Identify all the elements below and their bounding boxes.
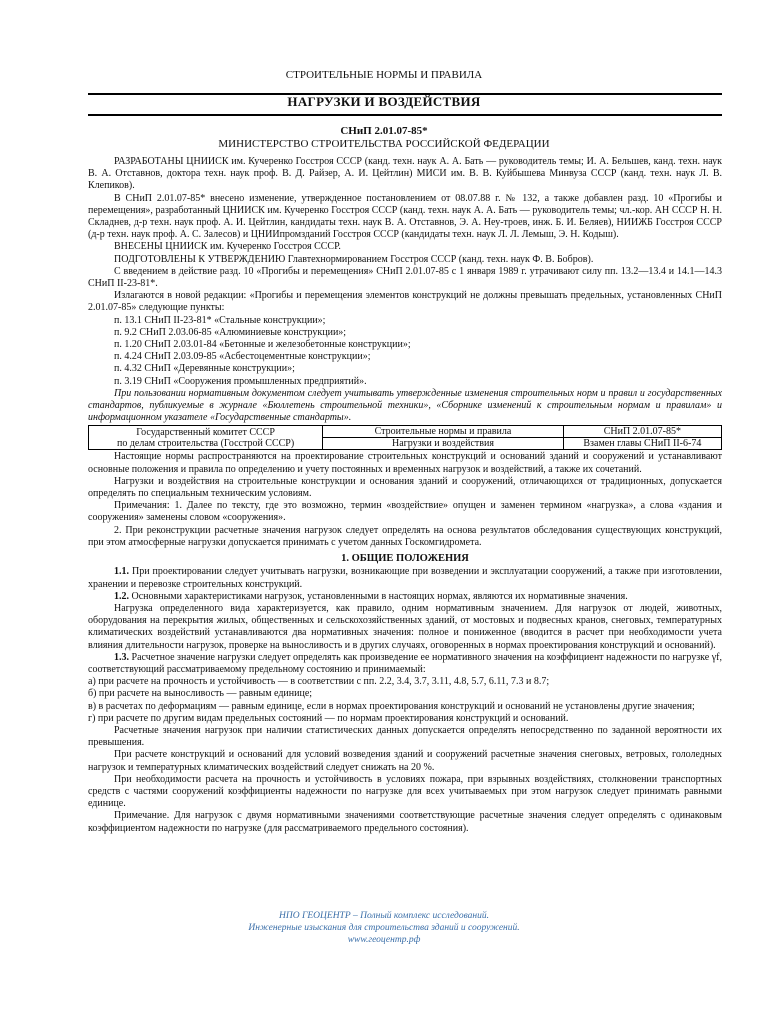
clause-1-3 [88,652,722,676]
clause-number: 1.2. [114,590,129,602]
clause-text: Основными характеристиками нагрузок, установленными в настоящих нормах, являются их нормативные значения. [129,590,628,602]
replaces-cell: Взамен главы СНиП II-6-74 [563,438,721,450]
note-2: 2. При реконструкции расчетные значения нагрузок следует определять на основа результатов обследования существующих конструкций, при этом атмосферные нагрузки допускается принимать с учетом данных Госкомгидромета. [88,524,722,548]
amendment-note: В СНиП 2.01.07-85* внесено изменение, утвержденное постановлением от 08.07.88 г. № 132, а также добавлен разд. 10 «Прогибы и перемещения», разработанный ЦНИИСК им. Кучеренко Госстроя СССР (канд. техн. наук А. А. Бать — руководитель темы; чл.-кор. АН СССР Н. Н. Складнев, д-р техн. наук проф. А. И. Цейтлин, кандидаты техн. наук В. А. Отставнов, Э. А. Неу-троев, инж. Б. И. Беляев), НИИЖБ Госстроя СССР (д-р техн. наук проф. А. С. Залесов) и ЦНИИпромзданий Госстроя СССР (кандидаты техн. наук Л. Л. Лемыш, Э. Н. Кодыш). [88,192,722,241]
fire-conditions-paragraph: При необходимости расчета на прочность и устойчивость в условиях пожара, при взрывных воздействиях, столкновении транспортных средств с частями сооружений коэффициенты надежности по нагрузке для всех учитываемых при этом нагрузок следует принимать равными единице. [88,773,722,810]
effective-note: С введением в действие разд. 10 «Прогибы и перемещения» СНиП 2.01.07-85 с 1 января 1989 г. утрачивают силу пп. 13.2—13.4 и 14.1—14.3 СНиП II-23-81*. [88,265,722,290]
clause-number: 1.1. [114,566,129,578]
ministry-name: МИНИСТЕРСТВО СТРОИТЕЛЬСТВА РОССИЙСКОЙ ФЕДЕРАЦИИ [218,138,550,150]
introduced-by: ВНЕСЕНЫ ЦНИИСК им. Кучеренко Госстроя СССР. [114,241,341,253]
section-title: 1. ОБЩИЕ ПОЛОЖЕНИЯ [341,553,469,565]
clause-text: При проектировании следует учитывать нагрузки, возникающие при возведении и эксплуатации сооружений, а также при изготовлении, хранении и перевозке строительных конструкций. [88,566,722,590]
document-body [88,156,722,835]
clause-1-3-g: г) при расчете по другим видам предельных состояний — по нормам проектирования конструкций и оснований. [88,712,569,724]
doc-name-cell: Нагрузки и воздействия [323,438,564,450]
norms-heading: СТРОИТЕЛЬНЫЕ НОРМЫ И ПРАВИЛА [285,69,483,81]
footer-company: НПО ГЕОЦЕНТР – Полный комплекс исследований. [279,911,489,921]
new-edition-note: Излагаются в новой редакции: «Прогибы и перемещения элементов конструкций не должны превышать предельных, установленных СНиП 2.01.07-85» следующие пункты: [88,290,722,314]
clause-1-2 [88,591,722,603]
clause-1-3-b: б) при расчете на выносливость — равным единице; [88,688,313,700]
clause-text: Расчетное значение нагрузки следует определять как произведение ее нормативного значения на коэффициент надежности по нагрузке γf, соответствующий рассматриваемому предельному состоянию и принимаемый: [88,651,722,675]
scope-paragraph: Настоящие нормы распространяются на проектирование строительных конструкций и оснований зданий и сооружений и устанавливают основные положения и правила по определению и учету постоянных и временных нагрузок и воздействий, а также их сочетаний. [88,451,722,475]
statistical-values-paragraph: Расчетные значения нагрузок при наличии статистических данных допускается определять непосредственно по заданной вероятности их превышения. [88,724,722,749]
list-item: п. 1.20 СНиП 2.03.01-84 «Бетонные и железобетонные конструкции»; [114,339,411,351]
clause-number: 1.3. [114,651,129,663]
prepared-by: ПОДГОТОВЛЕНЫ К УТВЕРЖДЕНИЮ Главтехнормированием Госстроя СССР (канд. техн. наук Ф. В. Бобров). [114,253,594,265]
section-note: Примечание. Для нагрузок с двумя нормативными значениями соответствующие расчетные значения следует определять с одинаковым коэффициентом надежности по нагрузке (для рассматриваемого предельного состояния). [88,810,722,834]
issuing-body-cell [89,426,323,450]
clause-1-3-v: в) в расчетах по деформациям — равным единице, если в нормах проектирования конструкций и оснований не установлены другие значения; [88,700,695,712]
footer-website-link[interactable]: www.геоцентр.рф [347,935,421,945]
list-item: п. 9.2 СНиП 2.03.06-85 «Алюминиевые конструкции»; [114,326,347,338]
title-divider [88,114,722,116]
document-info-table [88,425,722,450]
construction-conditions-paragraph: При расчете конструкций и оснований для условий возведения зданий и сооружений расчетные значения снеговых, ветровых, гололедных нагрузок и температурных климатических воздействий следует снижать на 20 %. [88,749,722,773]
footer [0,910,768,946]
note-1: Примечания: 1. Далее по тексту, где это возможно, термин «воздействие» опущен и заменен термином «нагрузка», а слова «здания и сооружения» заменены словом «сооружения». [88,500,722,524]
doc-code-cell: СНиП 2.01.07-85* [563,426,721,438]
clause-1-3-a: а) при расчете на прочность и устойчивость — в соответствии с пп. 2.2, 3.4, 3.7, 3.11, 4.8, 5.7, 6.11, 7.3 и 8.7; [88,676,550,688]
footer-services: Инженерные изыскания для строительства зданий и сооружений. [248,923,520,933]
clause-1-2-detail: Нагрузка определенного вида характеризуется, как правило, одним нормативным значением. Для нагрузок от людей, животных, оборудования на перекрытия жилых, общественных и сельскохозяйственных зданий, от мостовых и подвесных кранов, снеговых, температурных климатических воздействий устанавливаются два нормативных значения: полное и пониженное (вводится в расчет при необходимости учета влияния длительности нагрузок, проверке на выносливость и в других случаях, оговоренных в нормах проектирования конструкций и оснований). [88,602,722,651]
list-item: п. 4.32 СНиП «Деревянные конструкции»; [114,363,295,375]
document-title: НАГРУЗКИ И ВОЗДЕЙСТВИЯ [287,94,481,109]
list-item: п. 13.1 СНиП II-23-81* «Стальные конструкции»; [114,314,326,326]
special-conditions-paragraph: Нагрузки и воздействия на строительные конструкции и основания зданий и сооружений, отличающихся от традиционных, допускается определять по специальным техническим условиям. [88,475,722,500]
doc-type-cell: Строительные нормы и правила [323,426,564,438]
issuing-body-line2: по делам строительства (Госстрой СССР) [116,437,295,449]
document-code: СНиП 2.01.07-85* [340,125,428,137]
clause-1-1 [88,566,722,590]
developed-by: РАЗРАБОТАНЫ ЦНИИСК им. Кучеренко Госстроя СССР (канд. техн. наук А. А. Бать — руководитель темы; И. А. Бельшев, канд. техн. наук В. А. Отставнов, доктора техн. наук проф. В. Д. Райзер, А. И. Цейтлин) МИСИ им. В. В. Куйбышева Минвуза СССР (канд. техн. наук Л. В. Клепиков). [88,156,722,192]
usage-note: При пользовании нормативным документом следует учитывать утвержденные изменения строительных норм и правил и государственных стандартов, публикуемые в журнале «Бюллетень строительной техники», «Сборнике изменений к строительным нормам и правилам» и информационном указателе «Государственные стандарты». [88,387,722,424]
list-item: п. 3.19 СНиП «Сооружения промышленных предприятий». [114,375,367,387]
issuing-body-line1: Государственный комитет СССР [136,426,275,438]
list-item: п. 4.24 СНиП 2.03.09-85 «Асбестоцементные конструкции»; [114,351,371,363]
